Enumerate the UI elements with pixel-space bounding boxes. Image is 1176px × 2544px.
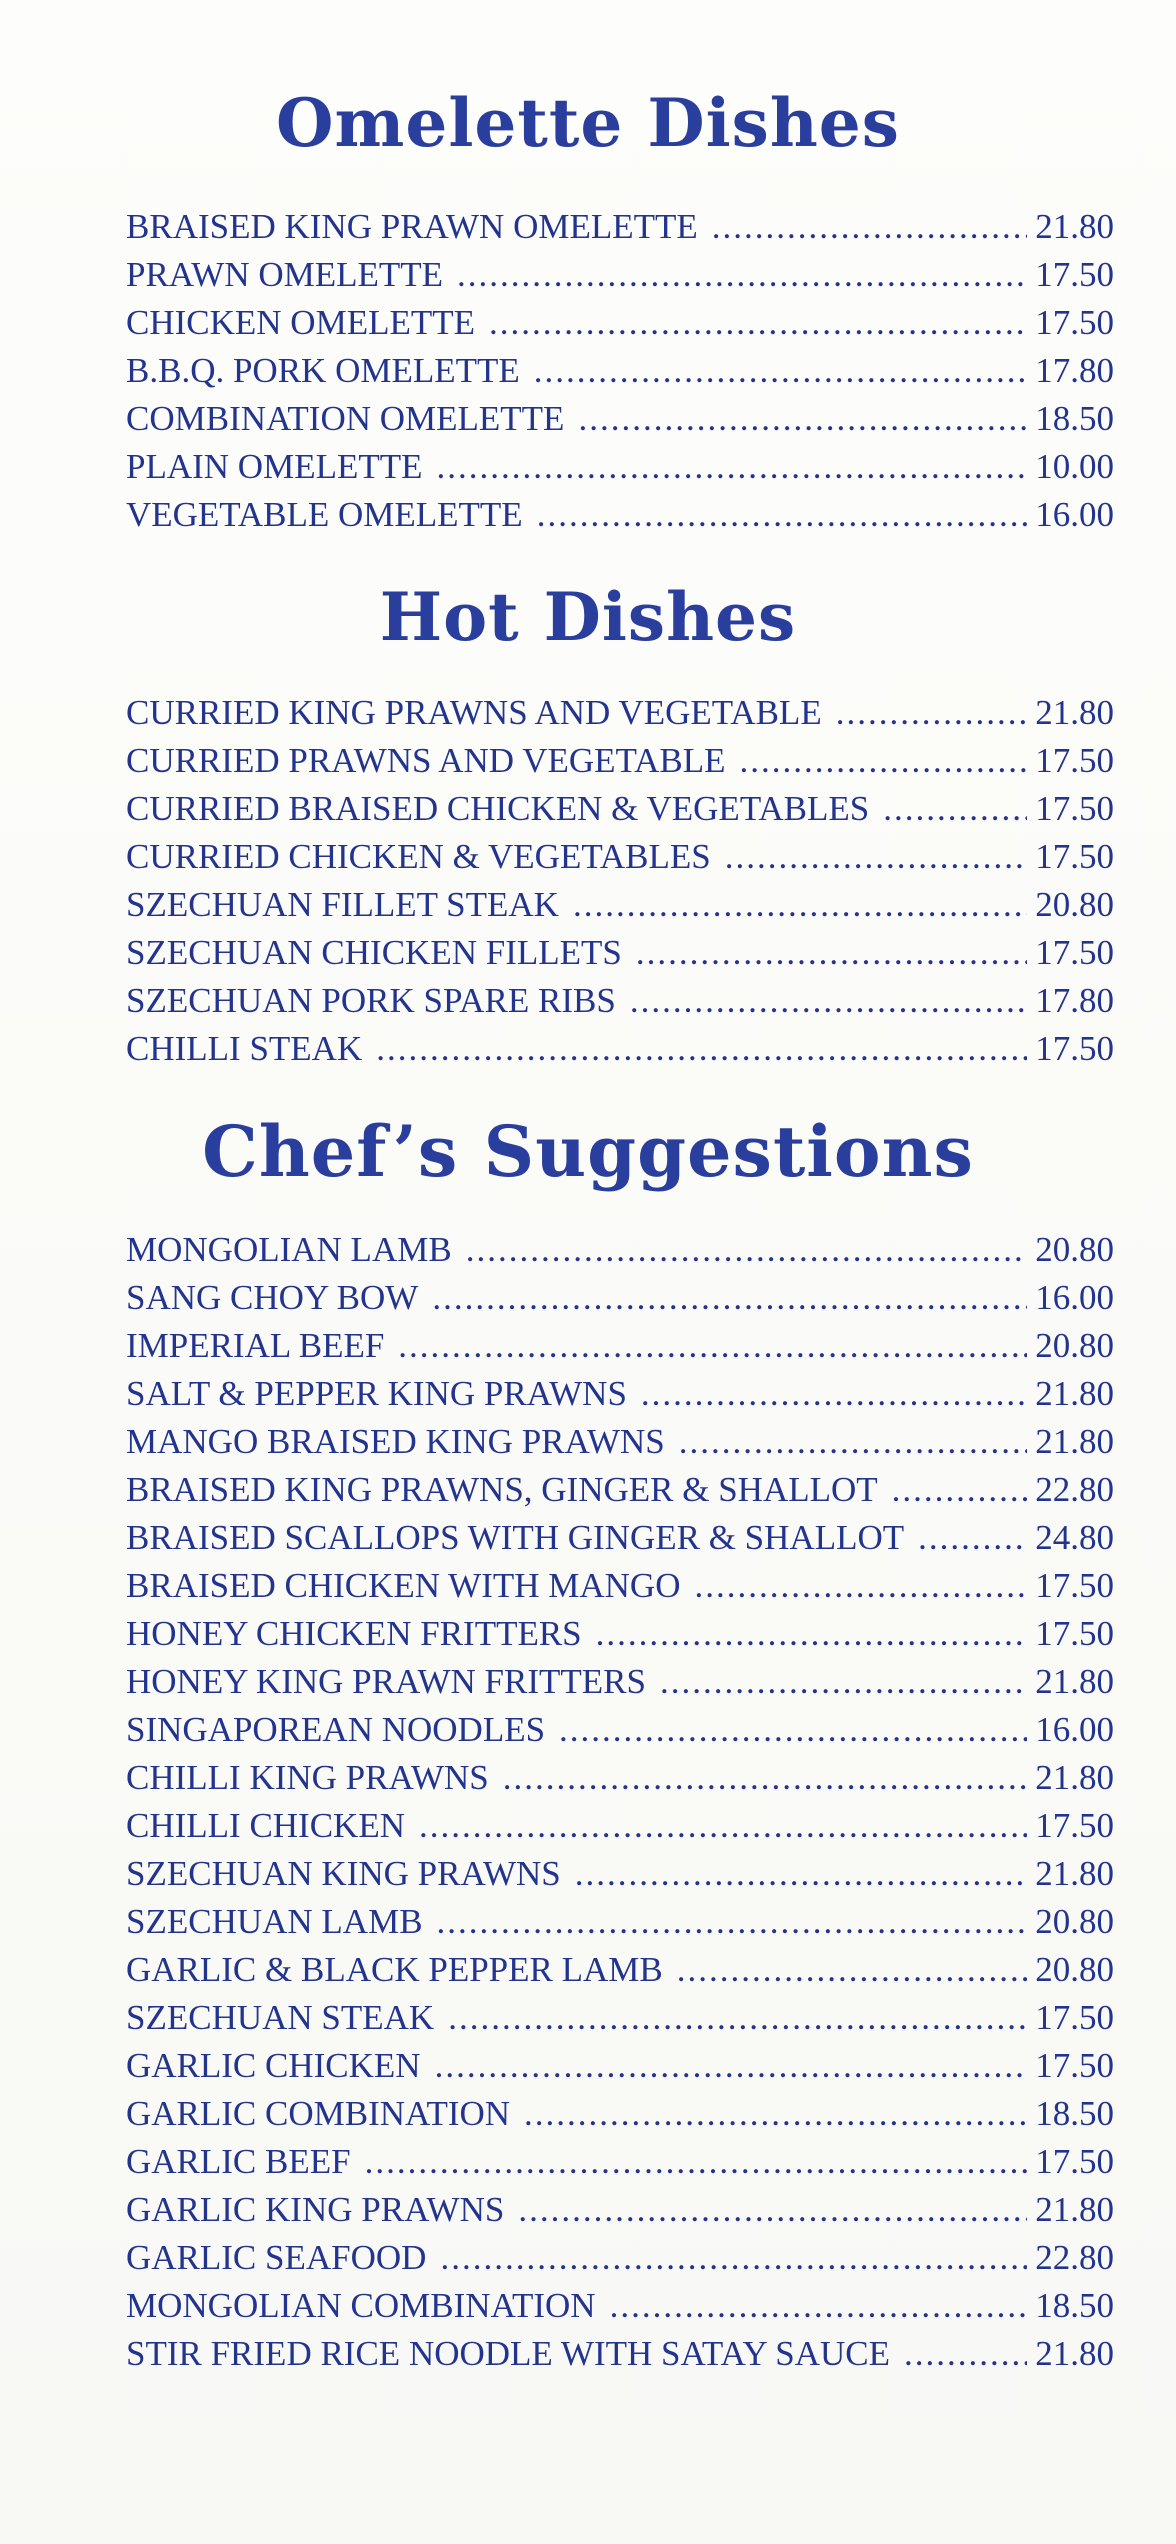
item-name: CURRIED CHICKEN & VEGETABLES [126, 837, 711, 876]
item-name: CHILLI STEAK [126, 1029, 363, 1068]
menu-item [126, 1658, 1114, 1706]
menu-item [126, 1706, 1114, 1754]
dot-leader [365, 2138, 1028, 2186]
item-name: GARLIC BEEF [126, 2142, 351, 2181]
dot-leader [534, 347, 1028, 395]
item-price: 16.00 [1035, 1278, 1114, 1317]
dot-leader [457, 251, 1027, 299]
menu-item [126, 1994, 1114, 2042]
dot-leader [436, 443, 1027, 491]
dot-leader [641, 1370, 1027, 1418]
item-price: 21.80 [1035, 693, 1114, 732]
item-price: 21.80 [1035, 1758, 1114, 1797]
item-name: SZECHUAN STEAK [126, 1998, 435, 2037]
item-price: 22.80 [1035, 2238, 1114, 2277]
menu-item [126, 2138, 1114, 2186]
dot-leader [437, 1898, 1028, 1946]
menu-item [126, 1946, 1114, 1994]
menu-item [126, 1370, 1114, 1418]
menu-item [126, 929, 1114, 977]
item-name: PLAIN OMELETTE [126, 447, 423, 486]
item-name: BRAISED CHICKEN WITH MANGO [126, 1566, 681, 1605]
dot-leader [578, 395, 1027, 443]
dot-leader [448, 1994, 1027, 2042]
menu-item [126, 2330, 1114, 2378]
item-name: MANGO BRAISED KING PRAWNS [126, 1422, 665, 1461]
dot-leader [712, 203, 1028, 251]
item-price: 21.80 [1035, 1422, 1114, 1461]
menu-item [126, 443, 1114, 491]
item-name: SZECHUAN LAMB [126, 1902, 423, 1941]
item-price: 22.80 [1035, 1470, 1114, 1509]
item-name: STIR FRIED RICE NOODLE WITH SATAY SAUCE [126, 2334, 890, 2373]
item-name: CURRIED BRAISED CHICKEN & VEGETABLES [126, 789, 870, 828]
menu-item [126, 1274, 1114, 1322]
menu-item [126, 251, 1114, 299]
item-price: 24.80 [1035, 1518, 1114, 1557]
item-name: VEGETABLE OMELETTE [126, 495, 523, 534]
menu-item [126, 2282, 1114, 2330]
omelette-list [126, 203, 1114, 539]
item-name: SZECHUAN FILLET STEAK [126, 885, 559, 924]
item-price: 17.50 [1035, 1029, 1114, 1068]
hot-dishes-list [126, 689, 1114, 1073]
dot-leader [398, 1322, 1027, 1370]
menu-item [126, 1850, 1114, 1898]
menu-item [126, 2090, 1114, 2138]
item-price: 21.80 [1035, 207, 1114, 246]
menu-item [126, 2042, 1114, 2090]
menu-item [126, 1025, 1114, 1073]
item-price: 17.50 [1035, 1998, 1114, 2037]
chefs-suggestions-list [126, 1226, 1114, 2378]
dot-leader [575, 1850, 1028, 1898]
dot-leader [489, 299, 1027, 347]
dot-leader [636, 929, 1027, 977]
item-name: COMBINATION OMELETTE [126, 399, 565, 438]
dot-leader [435, 2042, 1028, 2090]
item-price: 21.80 [1035, 1854, 1114, 1893]
dot-leader [725, 833, 1028, 881]
menu-item [126, 737, 1114, 785]
chefs-suggestions-section [0, 1104, 1176, 1200]
menu-item [126, 299, 1114, 347]
menu-item [126, 1418, 1114, 1466]
item-price: 18.50 [1035, 2286, 1114, 2325]
dot-leader [630, 977, 1027, 1025]
menu-item [126, 1754, 1114, 1802]
item-price: 20.80 [1035, 885, 1114, 924]
item-price: 17.50 [1035, 741, 1114, 780]
menu-item [126, 1610, 1114, 1658]
dot-leader [440, 2234, 1027, 2282]
item-price: 20.80 [1035, 1230, 1114, 1269]
item-name: GARLIC CHICKEN [126, 2046, 421, 2085]
menu-item [126, 833, 1114, 881]
menu-item [126, 1802, 1114, 1850]
item-price: 16.00 [1035, 1710, 1114, 1749]
item-price: 17.50 [1035, 837, 1114, 876]
item-name: CHILLI KING PRAWNS [126, 1758, 489, 1797]
omelette-section [0, 78, 1176, 168]
item-price: 21.80 [1035, 1374, 1114, 1413]
menu-item [126, 395, 1114, 443]
dot-leader [739, 737, 1027, 785]
menu-item [126, 1226, 1114, 1274]
item-name: HONEY CHICKEN FRITTERS [126, 1614, 582, 1653]
item-name: SZECHUAN KING PRAWNS [126, 1854, 561, 1893]
omelette-heading: Omelette Dishes [276, 84, 900, 162]
item-name: SANG CHOY BOW [126, 1278, 419, 1317]
item-price: 21.80 [1035, 2190, 1114, 2229]
item-price: 18.50 [1035, 399, 1114, 438]
item-price: 20.80 [1035, 1902, 1114, 1941]
item-price: 20.80 [1035, 1950, 1114, 1989]
menu-item [126, 491, 1114, 539]
item-price: 16.00 [1035, 495, 1114, 534]
dot-leader [694, 1562, 1027, 1610]
menu-item [126, 1898, 1114, 1946]
item-price: 17.50 [1035, 933, 1114, 972]
item-name: SINGAPOREAN NOODLES [126, 1710, 546, 1749]
dot-leader [559, 1706, 1027, 1754]
item-price: 17.50 [1035, 303, 1114, 342]
dot-leader [432, 1274, 1027, 1322]
menu-item [126, 1322, 1114, 1370]
item-price: 17.50 [1035, 255, 1114, 294]
item-name: SZECHUAN PORK SPARE RIBS [126, 981, 616, 1020]
menu-item [126, 881, 1114, 929]
item-price: 17.50 [1035, 2046, 1114, 2085]
dot-leader [883, 785, 1027, 833]
dot-leader [918, 1514, 1027, 1562]
item-name: CHICKEN OMELETTE [126, 303, 475, 342]
dot-leader [573, 881, 1027, 929]
item-name: PRAWN OMELETTE [126, 255, 444, 294]
dot-leader [376, 1025, 1027, 1073]
item-price: 21.80 [1035, 2334, 1114, 2373]
item-name: MONGOLIAN LAMB [126, 1230, 452, 1269]
dot-leader [610, 2282, 1028, 2330]
dot-leader [836, 689, 1028, 737]
dot-leader [419, 1802, 1027, 1850]
item-name: CURRIED KING PRAWNS AND VEGETABLE [126, 693, 822, 732]
dot-leader [466, 1226, 1028, 1274]
item-name: GARLIC SEAFOOD [126, 2238, 427, 2277]
dot-leader [518, 2186, 1027, 2234]
item-price: 20.80 [1035, 1326, 1114, 1365]
item-price: 10.00 [1035, 447, 1114, 486]
item-name: CHILLI CHICKEN [126, 1806, 405, 1845]
item-price: 17.50 [1035, 1614, 1114, 1653]
item-name: GARLIC & BLACK PEPPER LAMB [126, 1950, 663, 1989]
item-name: SZECHUAN CHICKEN FILLETS [126, 933, 622, 972]
menu-item [126, 1514, 1114, 1562]
item-price: 17.80 [1035, 351, 1114, 390]
item-name: HONEY KING PRAWN FRITTERS [126, 1662, 646, 1701]
menu-item [126, 2186, 1114, 2234]
chefs-suggestions-heading: Chef’s Suggestions [202, 1110, 974, 1193]
item-price: 17.50 [1035, 2142, 1114, 2181]
item-price: 17.50 [1035, 789, 1114, 828]
menu-item [126, 2234, 1114, 2282]
item-name: BRAISED SCALLOPS WITH GINGER & SHALLOT [126, 1518, 905, 1557]
dot-leader [524, 2090, 1027, 2138]
item-name: SALT & PEPPER KING PRAWNS [126, 1374, 627, 1413]
dot-leader [892, 1466, 1028, 1514]
item-price: 21.80 [1035, 1662, 1114, 1701]
item-name: IMPERIAL BEEF [126, 1326, 385, 1365]
item-name: GARLIC KING PRAWNS [126, 2190, 505, 2229]
menu-item [126, 347, 1114, 395]
menu-item [126, 1466, 1114, 1514]
dot-leader [904, 2330, 1027, 2378]
menu-item [126, 1562, 1114, 1610]
dot-leader [596, 1610, 1028, 1658]
item-price: 17.80 [1035, 981, 1114, 1020]
item-price: 18.50 [1035, 2094, 1114, 2133]
dot-leader [679, 1418, 1027, 1466]
item-name: B.B.Q. PORK OMELETTE [126, 351, 520, 390]
menu-item [126, 977, 1114, 1025]
item-name: GARLIC COMBINATION [126, 2094, 511, 2133]
menu-item [126, 203, 1114, 251]
dot-leader [677, 1946, 1028, 1994]
item-price: 17.50 [1035, 1806, 1114, 1845]
hot-dishes-section [0, 572, 1176, 662]
item-name: BRAISED KING PRAWN OMELETTE [126, 207, 698, 246]
dot-leader [660, 1658, 1027, 1706]
hot-dishes-heading: Hot Dishes [379, 578, 797, 656]
item-name: BRAISED KING PRAWNS, GINGER & SHALLOT [126, 1470, 878, 1509]
item-price: 17.50 [1035, 1566, 1114, 1605]
dot-leader [537, 491, 1028, 539]
menu-item [126, 689, 1114, 737]
item-name: MONGOLIAN COMBINATION [126, 2286, 596, 2325]
item-name: CURRIED PRAWNS AND VEGETABLE [126, 741, 726, 780]
menu-item [126, 785, 1114, 833]
dot-leader [503, 1754, 1028, 1802]
